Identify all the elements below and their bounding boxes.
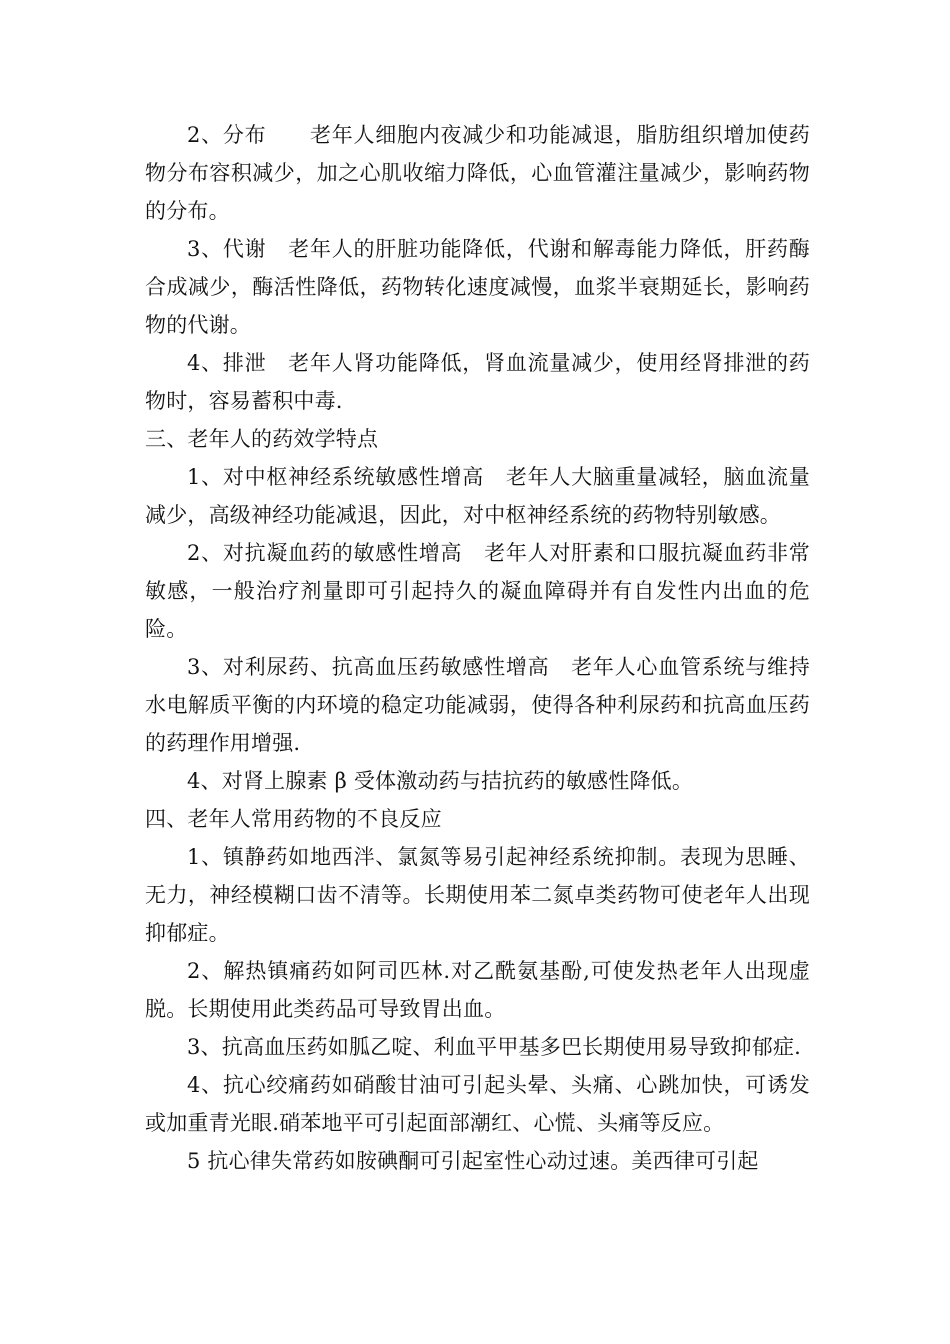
paragraph-anticoagulant-sensitivity: 2、对抗凝血药的敏感性增高 老年人对肝素和口服抗凝血药非常敏感，一般治疗剂量即可引起持久的凝血障碍并有自发性内出血的危险。 (145, 541, 810, 641)
paragraph-antipyretics: 2、解热镇痛药如阿司匹林.对乙酰氨基酚,可使发热老年人出现虚脱。长期使用此类药品可导致胃出血。 (145, 959, 810, 1021)
paragraph-antiarrhythmics: 5 抗心律失常药如胺碘酮可引起室性心动过速。美西律可引起 (187, 1149, 759, 1173)
paragraph-beta-receptor: 4、对肾上腺素 β 受体激动药与拮抗药的敏感性降低。 (187, 769, 694, 793)
section-heading-adverse-reactions: 四、老年人常用药物的不良反应 (145, 807, 442, 831)
paragraph-antihypertensives: 3、抗高血压药如胍乙啶、利血平甲基多巴长期使用易导致抑郁症. (187, 1035, 802, 1059)
document-body (145, 116, 810, 1180)
paragraph-excretion: 4、排泄 老年人肾功能降低，肾血流量减少，使用经肾排泄的药物时，容易蓄积中毒. (145, 351, 810, 413)
paragraph-antianginals: 4、抗心绞痛药如硝酸甘油可引起头晕、头痛、心跳加快，可诱发或加重青光眼.硝苯地平可引起面部潮红、心慌、头痛等反应。 (145, 1073, 810, 1135)
paragraph-diuretic-sensitivity: 3、对利尿药、抗高血压药敏感性增高 老年人心血管系统与维持水电解质平衡的内环境的稳定功能减弱，使得各种利尿药和抗高血压药的药理作用增强. (145, 655, 810, 755)
paragraph-sedatives: 1、镇静药如地西泮、氯氮等易引起神经系统抑制。表现为思睡、无力，神经模糊口齿不清等。长期使用苯二氮卓类药物可使老年人出现抑郁症。 (145, 845, 810, 945)
paragraph-metabolism: 3、代谢 老年人的肝脏功能降低，代谢和解毒能力降低，肝药酶合成减少，酶活性降低，药物转化速度减慢，血浆半衰期延长，影响药物的代谢。 (145, 237, 810, 337)
paragraph-distribution: 2、分布 老年人细胞内夜减少和功能减退，脂肪组织增加使药物分布容积减少，加之心肌收缩力降低，心血管灌注量减少，影响药物的分布。 (145, 123, 810, 223)
section-heading-pharmacodynamics: 三、老年人的药效学特点 (145, 427, 379, 451)
paragraph-cns-sensitivity: 1、对中枢神经系统敏感性增高 老年人大脑重量减轻，脑血流量减少，高级神经功能减退，因此，对中枢神经系统的药物特别敏感。 (145, 465, 810, 527)
